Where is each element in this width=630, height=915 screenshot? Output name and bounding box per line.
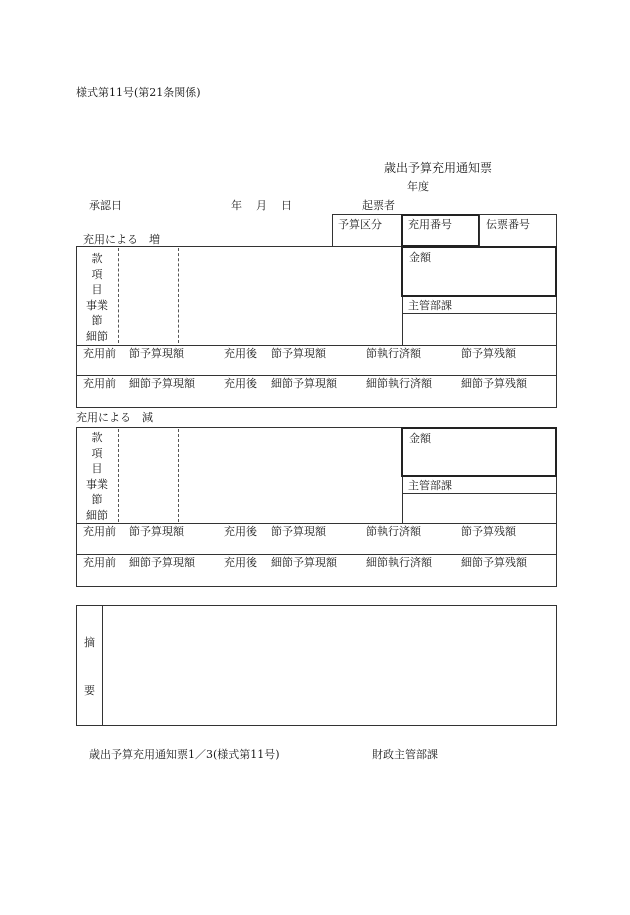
- decrease-amount-label: 金額: [409, 432, 431, 445]
- decrease-row2-divider: [76, 554, 557, 555]
- increase-account-labels: [82, 251, 112, 344]
- form-number-label: 様式第11号(第21条関係): [76, 86, 201, 99]
- increase-row1-remaining: 節予算残額: [461, 347, 516, 360]
- increase-row2-divider: [76, 375, 557, 376]
- increase-label-moku: 目: [91, 283, 103, 296]
- decrease-row1-remaining: 節予算残額: [461, 525, 516, 538]
- budget-category-cell: [332, 214, 402, 247]
- summary-label-top: 摘: [84, 636, 95, 649]
- approval-date-label: 承認日: [89, 199, 122, 212]
- decrease-row2-before: 充用前: [83, 556, 116, 569]
- decrease-row1-divider: [76, 523, 557, 524]
- decrease-row1-after-budget: 節予算現額: [271, 525, 326, 538]
- drafter-label: 起票者: [362, 199, 395, 212]
- decrease-row1-current-budget: 節予算現額: [129, 525, 184, 538]
- increase-row2-current-budget: 細節予算現額: [129, 377, 195, 390]
- allotment-number-cell: [401, 214, 480, 247]
- increase-row2-after-budget: 細節予算現額: [271, 377, 337, 390]
- increase-amount-box: [401, 246, 557, 297]
- increase-section-title: 充用による 増: [83, 233, 160, 246]
- decrease-department-divider: [402, 493, 557, 494]
- decrease-divider-2: [178, 429, 179, 522]
- decrease-label-kan: 款: [91, 431, 103, 444]
- increase-row1-after-budget: 節予算現額: [271, 347, 326, 360]
- decrease-row2-remaining: 細節予算残額: [461, 556, 527, 569]
- increase-row2-before: 充用前: [83, 377, 116, 390]
- increase-row1-current-budget: 節予算現額: [129, 347, 184, 360]
- increase-row1-divider: [76, 345, 557, 346]
- summary-box: [76, 605, 557, 726]
- increase-amount-label: 金額: [409, 251, 431, 264]
- decrease-row2-executed: 細節執行済額: [366, 556, 432, 569]
- decrease-section-title: 充用による 減: [76, 411, 153, 424]
- increase-row1-before: 充用前: [83, 347, 116, 360]
- summary-label-bottom: 要: [84, 684, 95, 697]
- increase-department-label: 主管部課: [408, 299, 452, 312]
- increase-divider-1: [118, 248, 119, 343]
- increase-label-saisetsu: 細節: [86, 329, 108, 343]
- allotment-number-label: 充用番号: [408, 218, 452, 231]
- decrease-amount-box: [401, 427, 557, 477]
- slip-number-label: 伝票番号: [486, 218, 530, 231]
- decrease-label-jigyou: 事業: [86, 477, 108, 491]
- budget-category-label: 予算区分: [338, 218, 382, 231]
- increase-department-divider: [402, 313, 557, 314]
- form-title: 歳出予算充用通知票: [384, 161, 493, 175]
- decrease-department-label: 主管部課: [408, 479, 452, 492]
- decrease-label-moku: 目: [91, 462, 103, 475]
- slip-number-cell: [479, 214, 557, 247]
- decrease-account-labels: [82, 430, 112, 523]
- increase-divider-2: [178, 248, 179, 343]
- decrease-divider-1: [118, 429, 119, 522]
- increase-row1-after: 充用後: [224, 347, 257, 360]
- increase-row2-remaining: 細節予算残額: [461, 377, 527, 390]
- decrease-row1-after: 充用後: [224, 525, 257, 538]
- increase-row2-after: 充用後: [224, 377, 257, 390]
- decrease-label-kou: 項: [91, 446, 103, 460]
- increase-label-kou: 項: [91, 267, 103, 281]
- increase-row2-executed: 細節執行済額: [366, 377, 432, 390]
- decrease-row1-before: 充用前: [83, 525, 116, 538]
- fiscal-year-label: 年度: [407, 180, 429, 193]
- increase-label-setsu: 節: [91, 314, 103, 327]
- summary-label-divider: [102, 605, 103, 726]
- increase-label-jigyou: 事業: [86, 298, 108, 312]
- increase-row1-executed: 節執行済額: [366, 347, 421, 360]
- decrease-row2-after: 充用後: [224, 556, 257, 569]
- date-year-label: 年: [231, 199, 242, 212]
- decrease-label-setsu: 節: [91, 493, 103, 506]
- decrease-label-saisetsu: 細節: [86, 508, 108, 522]
- increase-label-kan: 款: [91, 252, 103, 265]
- date-day-label: 日: [281, 199, 292, 212]
- decrease-row2-after-budget: 細節予算現額: [271, 556, 337, 569]
- decrease-row2-current-budget: 細節予算現額: [129, 556, 195, 569]
- decrease-row1-executed: 節執行済額: [366, 525, 421, 538]
- footer-department: 財政主管部課: [372, 748, 438, 761]
- footer-form-copy: 歳出予算充用通知票1／3(様式第11号): [89, 748, 280, 761]
- date-month-label: 月: [256, 199, 267, 212]
